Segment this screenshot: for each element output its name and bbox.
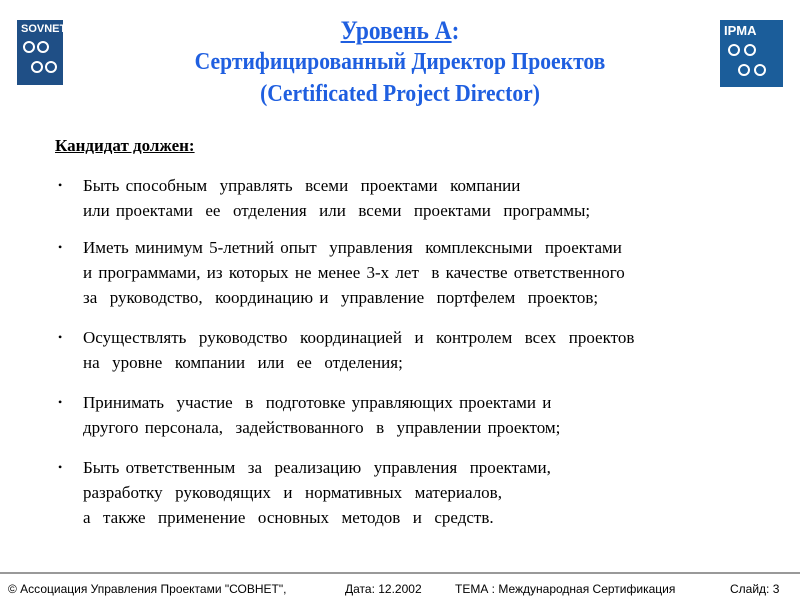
sovnet-logo-text: SOVNET <box>21 23 67 35</box>
title-english: (Certificated Project Director) <box>260 81 540 107</box>
title-colon: : <box>451 16 460 45</box>
title-level <box>40 16 760 46</box>
footer-slide-number: Слайд: 3 <box>730 582 780 596</box>
bullet-line: другого персонала, задействованного в управлении проектом; <box>83 418 561 437</box>
bullet-line: а также применение основных методов и средств. <box>83 508 494 527</box>
bullet-line: за руководство, координацию и управление портфелем проектов; <box>83 288 599 307</box>
bullet-line: разработку руководящих и нормативных материалов, <box>83 483 502 502</box>
bullet-icon: • <box>58 240 63 254</box>
title-russian: Сертифицированный Директор Проектов <box>194 49 606 75</box>
bullet-line: Быть ответственным за реализацию управления проектами, <box>83 458 551 477</box>
bullet-line: и программами, из которых не менее 3-х лет в качестве ответственного <box>83 263 625 282</box>
bullet-line: на уровне компании или ее отделения; <box>83 353 403 372</box>
footer <box>0 572 800 596</box>
footer-topic: ТЕМА : Международная Сертификация <box>455 582 676 596</box>
bullet-line: Осуществлять руководство координацией и контролем всех проектов <box>83 328 635 347</box>
bullet-line: Быть способным управлять всеми проектами компании <box>83 176 521 195</box>
bullet-icon: • <box>58 330 63 344</box>
bullet-icon: • <box>58 460 63 474</box>
bullet-line: или проектами ее отделения или всеми проектами программы; <box>83 201 591 220</box>
bullet-line: Иметь минимум 5-летний опыт управления комплексными проектами <box>83 238 622 257</box>
footer-copyright: © Ассоциация Управления Проектами "СОВНЕТ", <box>8 582 287 596</box>
title-level-text: Уровень А <box>340 16 452 45</box>
candidate-heading: Кандидат должен: <box>55 136 195 155</box>
bullet-line: Принимать участие в подготовке управляющих проектами и <box>83 393 552 412</box>
bullet-icon: • <box>58 395 63 409</box>
footer-date: Дата: 12.2002 <box>345 582 422 596</box>
bullet-icon: • <box>58 178 63 192</box>
ipma-logo-text: IPMA <box>724 23 757 38</box>
